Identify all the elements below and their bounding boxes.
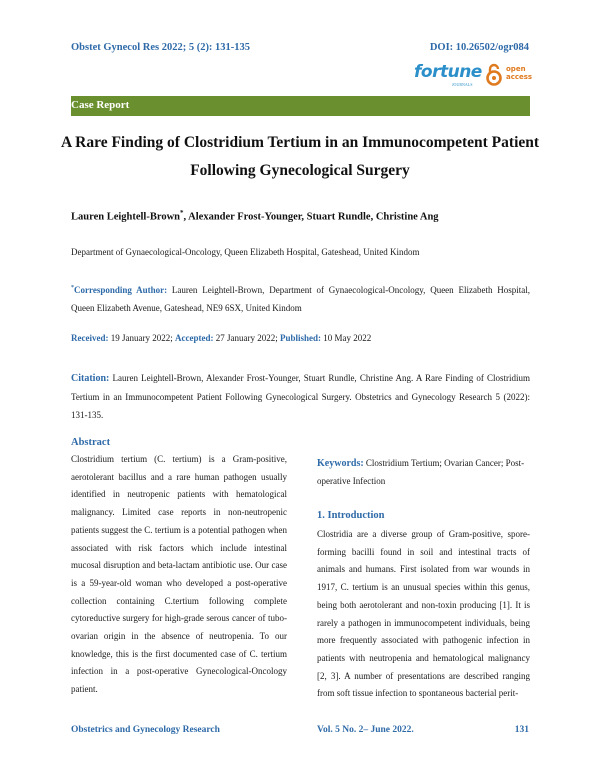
citation: [71, 369, 530, 424]
accepted-date: 27 January 2022;: [213, 333, 280, 343]
authors: [71, 209, 439, 223]
author-rest: , Alexander Frost-Younger, Stuart Rundle, Christine Ang: [183, 211, 439, 223]
author-first[interactable]: Lauren Leightell-Brown: [71, 211, 180, 223]
abstract-text: Clostridium tertium (C. tertium) is a Gram-positive, aerotolerant bacillus and a rare human pathogen usually identified in neutropenic patients with hematological malignancy. Limited case reports in non-neutropenic patients suggest the C. tertium is a potential pathogen when associated with risk factors which include intestinal mucosal disruption and beta-lactam antibiotic use. Our case is a 59-year-old woman who developed a post-operative collection containing C.tertium following complete cytoreductive surgery for high-grade serous cancer of tubo-ovarian origin in the absence of neutropenia. To our knowledge, this is the first documented case of C. tertium infection in a post-operative Gynecological-Oncology patient.: [71, 454, 287, 695]
keywords: [317, 455, 530, 490]
logo-subtext: JOURNALS: [452, 82, 473, 87]
open-access-label: open access: [506, 65, 533, 81]
citation-text: Lauren Leightell-Brown, Alexander Frost-Younger, Stuart Rundle, Christine Ang. A Rare Finding of Clostridium Tertium in an Immunocompetent Patient Following Gynecological Surgery. Obstetrics and Gynecology Research 5 (2022): 131-135.: [71, 373, 530, 420]
corresponding-text: Lauren Leightell-Brown, Department of Gynaecological-Oncology, Queen Elizabeth Hospital, Queen Elizabeth Avenue, Gateshead, NE9 6SX, United Kindom: [71, 285, 530, 313]
published-label: Published:: [279, 333, 321, 343]
introduction-text: Clostridia are a diverse group of Gram-positive, spore-forming bacilli found in soil and intestinal tracts of animals and humans. First isolated from war wounds in 1917, C. tertium is an unusual species within this genus, being both aerotolerant and non-toxin producing [1]. It is rarely a pathogen in immunocompetent individuals, being more frequently associated with pathogenic infection in patients with neutropenia and hematological malignancy [2, 3]. A number of presentations are described ranging from soft tissue infection to spontaneous bacterial perit-: [317, 529, 530, 699]
footer-issue: Vol. 5 No. 2– June 2022.: [317, 725, 414, 735]
accepted-label: Accepted:: [174, 333, 214, 343]
doi[interactable]: DOI: 10.26502/ogr084: [429, 42, 529, 53]
publisher-logo: [414, 60, 532, 92]
footer-journal: Obstetrics and Gynecology Research: [71, 725, 220, 735]
page-number: 131: [514, 725, 529, 735]
corresponding-author: [71, 280, 530, 317]
received-date: 19 January 2022;: [108, 333, 175, 343]
citation-label: Citation:: [71, 373, 110, 384]
keywords-label: Keywords:: [317, 458, 364, 469]
received-label: Received:: [71, 333, 109, 343]
corresponding-mark: *: [180, 209, 184, 217]
corresponding-mark: *: [71, 285, 74, 291]
open-access-lock-icon: [484, 62, 504, 86]
introduction-heading: 1. Introduction: [317, 510, 385, 521]
affiliation: Department of Gynaecological-Oncology, Queen Elizabeth Hospital, Gateshead, United Kindom: [71, 247, 420, 257]
article-dates: [71, 333, 371, 343]
published-date: 10 May 2022: [320, 333, 372, 343]
journal-reference: Obstet Gynecol Res 2022; 5 (2): 131-135: [71, 42, 251, 53]
keywords-text: Clostridium Tertium; Ovarian Cancer; Post-operative Infection: [317, 458, 525, 486]
article-type: Case Report: [71, 99, 130, 111]
abstract-heading: Abstract: [71, 437, 111, 448]
article-title: A Rare Finding of Clostridium Tertium in an Immunocompetent Patient Following Gynecological Surgery: [60, 134, 540, 179]
logo-wordmark: fortune: [414, 62, 482, 82]
corresponding-label: Corresponding Author:: [74, 285, 168, 295]
article-type-banner: [71, 96, 530, 116]
